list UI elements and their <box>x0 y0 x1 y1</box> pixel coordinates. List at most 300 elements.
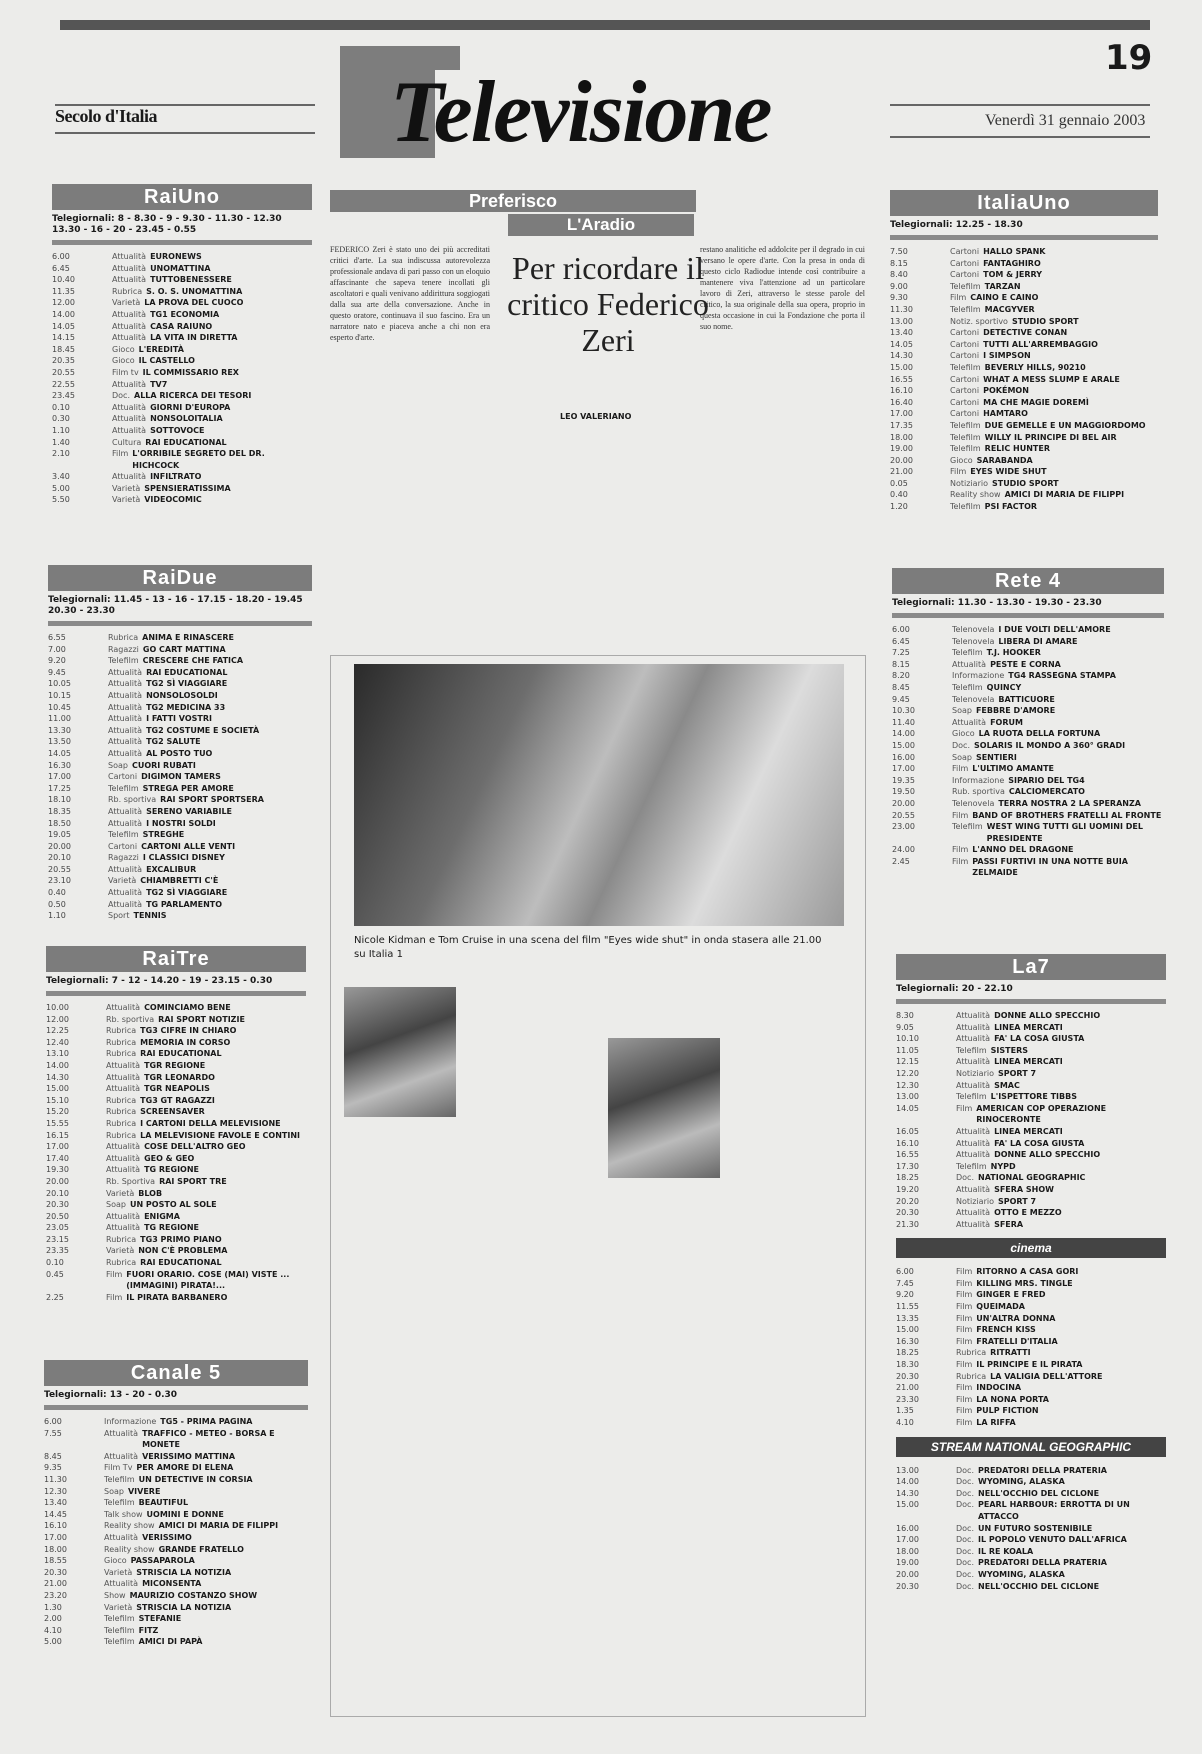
program-time: 15.00 <box>46 1084 69 1094</box>
program-category: Attualità <box>956 1034 991 1044</box>
program-title: IL PIRATA BARBANERO <box>126 1292 228 1302</box>
program-category: Telenovela <box>952 636 995 646</box>
program-category: Attualità <box>112 414 147 424</box>
schedule-row <box>44 1602 308 1614</box>
program-category: Film <box>956 1383 973 1393</box>
program-category: Attualità <box>952 717 987 727</box>
schedule-row <box>44 1497 308 1509</box>
top-bar <box>60 20 1150 30</box>
program-category: Telefilm <box>950 304 981 314</box>
program-title: IL CASTELLO <box>138 356 195 366</box>
schedule-row <box>896 1022 1166 1034</box>
program-category: Telefilm <box>956 1045 987 1055</box>
program-category: Doc. <box>956 1581 974 1591</box>
schedule-row <box>892 647 1164 659</box>
program-category: Film <box>106 1292 123 1302</box>
program-time: 17.40 <box>46 1153 69 1163</box>
program-time: 4.10 <box>44 1625 62 1635</box>
program-title: EURONEWS <box>150 252 202 261</box>
schedule-row <box>48 678 312 690</box>
program-title: FRENCH KISS <box>976 1325 1036 1335</box>
program-category: Attualità <box>956 1022 991 1032</box>
program-title: CRESCERE CHE FATICA <box>142 656 244 666</box>
program-category: Attualità <box>112 472 147 482</box>
program-time: 2.25 <box>46 1292 64 1302</box>
program-category: Attualità <box>104 1532 139 1542</box>
program-title: UN'ALTRA DONNA <box>976 1313 1056 1323</box>
program-category: Varietà <box>104 1567 133 1577</box>
program-category: Reality show <box>950 490 1001 500</box>
program-time: 16.55 <box>890 374 913 384</box>
program-category: Ragazzi <box>108 853 139 863</box>
schedule-row <box>46 1130 306 1142</box>
program-time: 0.30 <box>52 414 70 424</box>
program-time: 12.00 <box>46 1014 69 1024</box>
program-title: SOLARIS IL MONDO A 360° GRADI <box>974 740 1126 750</box>
program-title: DONNE ALLO SPECCHIO <box>994 1150 1101 1160</box>
schedule-row <box>46 1106 306 1118</box>
program-time: 23.35 <box>46 1246 69 1256</box>
pick-card <box>344 1498 598 1504</box>
program-time: 23.05 <box>46 1223 69 1233</box>
program-title: PER AMORE DI ELENA <box>136 1463 234 1473</box>
schedule-row <box>896 1219 1166 1231</box>
program-time: 24.00 <box>892 845 915 855</box>
program-time: 7.00 <box>48 644 66 654</box>
program-category: Rb. Sportiva <box>106 1176 156 1186</box>
channel-header: Rete 4 <box>892 568 1164 594</box>
schedule-row <box>52 251 312 263</box>
schedule-row <box>896 1557 1166 1569</box>
program-title: TG3 PRIMO PIANO <box>140 1234 222 1244</box>
schedule-row <box>48 690 312 702</box>
program-time: 18.00 <box>44 1544 67 1554</box>
schedule-row <box>46 1188 306 1200</box>
program-category: Rubrica <box>106 1130 137 1140</box>
schedule-row <box>44 1544 308 1556</box>
schedule-row <box>48 760 312 772</box>
program-time: 12.30 <box>896 1080 919 1090</box>
program-title: VIDEOCOMIC <box>144 495 202 505</box>
program-title: WHAT A MESS SLUMP E ARALE <box>983 374 1120 384</box>
program-time: 2.10 <box>52 449 70 459</box>
program-time: 20.50 <box>46 1211 69 1221</box>
program-time: 15.20 <box>46 1107 69 1117</box>
program-category: Doc. <box>112 391 130 401</box>
schedule-row <box>48 771 312 783</box>
program-time: 17.25 <box>48 783 71 793</box>
schedule-row <box>890 304 1158 316</box>
schedule-row <box>52 355 312 367</box>
program-category: Attualità <box>956 1057 991 1067</box>
program-time: 18.55 <box>44 1556 67 1566</box>
schedule-row <box>892 659 1164 671</box>
schedule-row <box>892 844 1164 856</box>
program-category: Gioco <box>952 729 975 739</box>
program-time: 17.00 <box>46 1142 69 1152</box>
program-title: ALLA RICERCA DEI TESORI <box>134 391 252 401</box>
program-category: Rubrica <box>106 1118 137 1128</box>
program-category: Attualità <box>956 1011 991 1020</box>
program-category: Telefilm <box>104 1614 135 1624</box>
program-time: 21.00 <box>896 1383 919 1393</box>
program-time: 19.00 <box>896 1558 919 1568</box>
program-category: Attualità <box>956 1126 991 1136</box>
program-time: 15.00 <box>896 1500 919 1510</box>
schedule-row <box>48 794 312 806</box>
program-category: Attualità <box>112 321 147 331</box>
program-title: FRATELLI D'ITALIA <box>976 1336 1058 1346</box>
schedule-row <box>52 332 312 344</box>
program-category: Reality show <box>104 1521 155 1531</box>
channel-header: La7 <box>896 954 1166 980</box>
program-category: Film <box>956 1325 973 1335</box>
program-title: ENIGMA <box>144 1211 180 1221</box>
rule <box>55 104 315 106</box>
schedule-row <box>896 1417 1166 1429</box>
schedule-row <box>52 367 312 379</box>
program-title: RAI SPORT TRE <box>159 1176 227 1186</box>
program-time: 6.00 <box>892 625 910 634</box>
program-title: CALCIOMERCATO <box>1008 787 1085 797</box>
schedule-row <box>890 397 1158 409</box>
schedule-row <box>46 1095 306 1107</box>
program-category: Telefilm <box>950 281 981 291</box>
program-time: 14.05 <box>890 339 913 349</box>
program-time: 13.00 <box>896 1465 919 1475</box>
program-category: Doc. <box>956 1546 974 1556</box>
news-times: Telegiornali: 20 - 22.10 <box>896 984 1013 994</box>
schedule-row <box>890 501 1158 513</box>
program-title: PASSI FURTIVI IN UNA NOTTE BUIA ZELMAIDE <box>972 856 1128 878</box>
program-title: STUDIO SPORT <box>991 478 1059 488</box>
program-category: Cartoni <box>950 247 980 256</box>
program-time: 8.40 <box>890 270 908 280</box>
channel-header: RaiDue <box>48 565 312 591</box>
news-times: Telegiornali: 12.25 - 18.30 <box>890 220 1023 230</box>
program-title: DUE GEMELLE E UN MAGGIORDOMO <box>984 420 1146 430</box>
program-category: Cartoni <box>950 386 980 396</box>
program-category: Telenovela <box>952 625 995 634</box>
program-time: 23.15 <box>46 1234 69 1244</box>
program-category: Attualità <box>106 1084 141 1094</box>
program-time: 19.30 <box>46 1165 69 1175</box>
program-category: Attualità <box>104 1428 139 1438</box>
program-category: Attualità <box>106 1211 141 1221</box>
program-category: Film <box>956 1290 973 1300</box>
schedule-row <box>896 1488 1166 1500</box>
program-category: Doc. <box>956 1500 974 1510</box>
program-title: TUTTI ALL'ARREMBAGGIO <box>983 339 1098 349</box>
program-title: IL RE KOALA <box>978 1546 1034 1556</box>
schedule-list <box>896 1266 1166 1428</box>
schedule-row <box>896 1382 1166 1394</box>
program-time: 14.05 <box>48 748 71 758</box>
program-title: TOM & JERRY <box>983 270 1042 280</box>
paper-name: Secolo d'Italia <box>55 106 158 126</box>
schedule-row <box>896 1207 1166 1219</box>
program-title: I CLASSICI DISNEY <box>142 853 225 863</box>
schedule-row <box>892 810 1164 822</box>
program-time: 6.45 <box>892 636 910 646</box>
program-title: TG2 SALUTE <box>146 737 201 747</box>
program-category: Attualità <box>106 1223 141 1233</box>
program-title: LINEA MERCATI <box>994 1022 1063 1032</box>
program-time: 0.50 <box>48 899 66 909</box>
schedule-row <box>48 644 312 656</box>
schedule-list <box>892 624 1164 879</box>
natgeo-logo: STREAM NATIONAL GEOGRAPHIC <box>896 1437 1166 1457</box>
program-category: Rubrica <box>106 1258 137 1268</box>
program-category: Attualità <box>112 333 147 343</box>
program-title: T.J. HOOKER <box>986 648 1041 658</box>
program-title: NATIONAL GEOGRAPHIC <box>978 1173 1086 1183</box>
program-title: INDOCINA <box>976 1383 1022 1393</box>
program-time: 13.00 <box>890 316 913 326</box>
program-time: 18.10 <box>48 795 71 805</box>
program-category: Doc. <box>956 1477 974 1487</box>
program-title: CASA RAIUNO <box>150 321 213 331</box>
program-time: 8.45 <box>44 1451 62 1461</box>
program-time: 14.05 <box>896 1103 919 1113</box>
schedule-row <box>890 246 1158 258</box>
program-category: Cartoni <box>950 397 980 407</box>
divider <box>44 1405 308 1410</box>
program-title: EYES WIDE SHUT <box>970 467 1047 477</box>
program-category: Film <box>952 845 969 855</box>
schedule-row <box>896 1172 1166 1184</box>
program-category: Varietà <box>106 1188 135 1198</box>
schedule-row <box>48 818 312 830</box>
section-subheader: L'Aradio <box>508 214 694 236</box>
channel-raiuno <box>52 184 312 506</box>
program-title: WEST WING TUTTI GLI UOMINI DEL PRESIDENTE <box>986 822 1143 843</box>
program-title: SOTTOVOCE <box>150 425 205 435</box>
schedule-row <box>46 1014 306 1026</box>
program-category: Attualità <box>108 667 143 677</box>
program-time: 15.10 <box>46 1095 69 1105</box>
program-time: 6.00 <box>896 1267 914 1277</box>
program-title: L'ULTIMO AMANTE <box>972 764 1055 774</box>
program-time: 4.10 <box>896 1418 914 1427</box>
schedule-list <box>896 1010 1166 1230</box>
schedule-row <box>896 1161 1166 1173</box>
program-time: 8.30 <box>896 1011 914 1020</box>
schedule-row <box>48 702 312 714</box>
divider <box>46 991 306 996</box>
program-title: RAI EDUCATIONAL <box>140 1049 222 1059</box>
program-category: Telefilm <box>108 830 139 840</box>
program-title: S. O. S. UNOMATTINA <box>146 286 243 296</box>
program-category: Telenovela <box>952 694 995 704</box>
program-category: Informazione <box>952 775 1005 785</box>
schedule-row <box>52 286 312 298</box>
article-headline: Per ricordare il critico Federico Zeri <box>507 250 709 358</box>
program-category: Attualità <box>112 252 147 261</box>
program-time: 20.00 <box>48 841 71 851</box>
program-time: 15.00 <box>896 1325 919 1335</box>
news-times: Telegiornali: 8 - 8.30 - 9 - 9.30 - 11.30 - 12.30 13.30 - 16 - 20 - 23.45 - 0.55 <box>52 214 282 235</box>
program-category: Show <box>104 1590 126 1600</box>
pick-photo <box>344 987 456 1117</box>
program-category: Film tv <box>112 367 139 377</box>
schedule-row <box>44 1567 308 1579</box>
program-title: STREGA PER AMORE <box>142 783 234 793</box>
schedule-row <box>52 274 312 286</box>
program-title: L'ORRIBILE SEGRETO DEL DR. HICHCOCK <box>132 449 265 470</box>
schedule-row <box>896 1371 1166 1383</box>
program-time: 19.05 <box>48 830 71 840</box>
program-time: 1.10 <box>48 911 66 921</box>
schedule-row <box>48 864 312 876</box>
program-time: 12.40 <box>46 1037 69 1047</box>
program-title: FA' LA COSA GIUSTA <box>994 1138 1085 1148</box>
schedule-row <box>896 1405 1166 1417</box>
program-title: NONSOLOSOLDI <box>146 690 218 700</box>
program-time: 9.45 <box>892 694 910 704</box>
rule <box>890 136 1150 138</box>
program-title: NON C'È PROBLEMA <box>138 1246 228 1256</box>
page-date: Venerdì 31 gennaio 2003 <box>985 112 1146 129</box>
program-title: QUINCY <box>986 682 1022 692</box>
program-category: Notiz. sportivo <box>950 316 1008 326</box>
schedule-row <box>46 1002 306 1014</box>
program-time: 20.30 <box>896 1581 919 1591</box>
channel-header: Canale 5 <box>44 1360 308 1386</box>
photo-caption: Nicole Kidman e Tom Cruise in una scena del film "Eyes wide shut" in onda stasera alle 21.00 su Italia 1 <box>354 935 822 960</box>
program-time: 6.00 <box>44 1417 62 1426</box>
program-time: 10.45 <box>48 702 71 712</box>
program-category: Soap <box>952 752 972 762</box>
program-time: 12.30 <box>44 1486 67 1496</box>
program-category: Rubrica <box>106 1037 137 1047</box>
schedule-row <box>896 1476 1166 1488</box>
program-category: Cartoni <box>950 374 980 384</box>
program-time: 9.20 <box>896 1290 914 1300</box>
schedule-row <box>48 783 312 795</box>
channel-header: ItaliaUno <box>890 190 1158 216</box>
channel-raitre <box>46 946 306 1303</box>
program-category: Attualità <box>112 402 147 412</box>
program-title: FORUM <box>990 717 1023 727</box>
schedule-row <box>896 1196 1166 1208</box>
program-time: 20.30 <box>896 1208 919 1218</box>
schedule-row <box>896 1581 1166 1593</box>
program-title: GIORNI D'EUROPA <box>150 402 231 412</box>
program-category: Attualità <box>112 275 147 285</box>
news-times: Telegiornali: 11.30 - 13.30 - 19.30 - 23.30 <box>892 598 1102 608</box>
schedule-row <box>46 1048 306 1060</box>
schedule-row <box>892 798 1164 810</box>
program-category: Attualità <box>106 1165 141 1175</box>
schedule-row <box>892 624 1164 636</box>
program-category: Attualità <box>956 1150 991 1160</box>
program-title: TG3 CIFRE IN CHIARO <box>140 1026 237 1036</box>
program-title: GO CART MATTINA <box>142 644 226 654</box>
program-category: Notiziario <box>950 478 988 488</box>
program-category: Doc. <box>956 1488 974 1498</box>
schedule-row <box>44 1520 308 1532</box>
program-time: 10.15 <box>48 690 71 700</box>
program-title: LIBERA DI AMARE <box>998 636 1078 646</box>
schedule-row <box>44 1532 308 1544</box>
program-title: FUORI ORARIO. COSE (MAI) VISTE ...(IMMAGINI) PIRATA!... <box>126 1269 290 1291</box>
program-title: UN FUTURO SOSTENIBILE <box>978 1523 1093 1533</box>
program-title: TG REGIONE <box>144 1165 199 1175</box>
program-category: Attualità <box>108 806 143 816</box>
program-title: IL PRINCIPE E IL PIRATA <box>976 1360 1083 1370</box>
schedule-row <box>896 1091 1166 1103</box>
program-category: Attualità <box>108 748 143 758</box>
program-time: 18.25 <box>896 1173 919 1183</box>
schedule-list <box>52 251 312 506</box>
program-category: Film <box>956 1418 973 1427</box>
program-time: 0.40 <box>48 888 66 898</box>
program-category: Reality show <box>104 1544 155 1554</box>
section-header: Preferisco <box>330 190 696 212</box>
program-time: 14.15 <box>52 333 75 343</box>
program-time: 20.00 <box>890 455 913 465</box>
schedule-row <box>896 1126 1166 1138</box>
program-title: RELIC HUNTER <box>984 444 1050 454</box>
program-title: SIPARIO DEL TG4 <box>1008 775 1085 785</box>
schedule-row <box>896 1149 1166 1161</box>
program-title: PULP FICTION <box>976 1406 1039 1416</box>
program-category: Cartoni <box>950 270 980 280</box>
program-time: 20.00 <box>896 1569 919 1579</box>
schedule-row <box>896 1569 1166 1581</box>
program-title: BLOB <box>138 1188 163 1198</box>
program-time: 13.00 <box>896 1092 919 1102</box>
program-category: Ragazzi <box>108 644 139 654</box>
schedule-row <box>48 806 312 818</box>
schedule-row <box>52 413 312 425</box>
program-title: MA CHE MAGIE DOREMÌ <box>983 397 1089 407</box>
program-category: Telefilm <box>950 444 981 454</box>
schedule-row <box>44 1578 308 1590</box>
program-title: AMICI DI MARIA DE FILIPPI <box>1004 490 1125 500</box>
program-category: Varietà <box>104 1602 133 1612</box>
program-category: Telenovela <box>952 798 995 808</box>
program-category: Attualità <box>956 1138 991 1148</box>
program-time: 3.40 <box>52 472 70 482</box>
program-category: Gioco <box>112 344 135 354</box>
program-title: ANIMA E RINASCERE <box>142 633 234 642</box>
program-category: Attualità <box>108 725 143 735</box>
program-title: LA RUOTA DELLA FORTUNA <box>978 729 1101 739</box>
program-title: MAURIZIO COSTANZO SHOW <box>129 1590 258 1600</box>
program-category: Cartoni <box>950 258 980 268</box>
schedule-row <box>52 448 312 471</box>
program-category: Gioco <box>950 455 973 465</box>
program-title: BEVERLY HILLS, 90210 <box>984 362 1086 372</box>
program-time: 5.00 <box>44 1637 62 1647</box>
schedule-row <box>48 713 312 725</box>
program-title: UOMINI E DONNE <box>146 1509 224 1519</box>
program-category: Telefilm <box>950 420 981 430</box>
program-time: 10.05 <box>48 679 71 689</box>
program-time: 11.40 <box>892 717 915 727</box>
program-category: Sport <box>108 911 130 921</box>
schedule-row <box>892 775 1164 787</box>
program-time: 18.30 <box>896 1360 919 1370</box>
program-time: 6.55 <box>48 633 66 642</box>
rule <box>890 104 1150 106</box>
masthead-title: Televisione <box>390 64 771 161</box>
program-title: I FATTI VOSTRI <box>146 714 213 724</box>
program-category: Attualità <box>108 714 143 724</box>
schedule-row <box>896 1080 1166 1092</box>
